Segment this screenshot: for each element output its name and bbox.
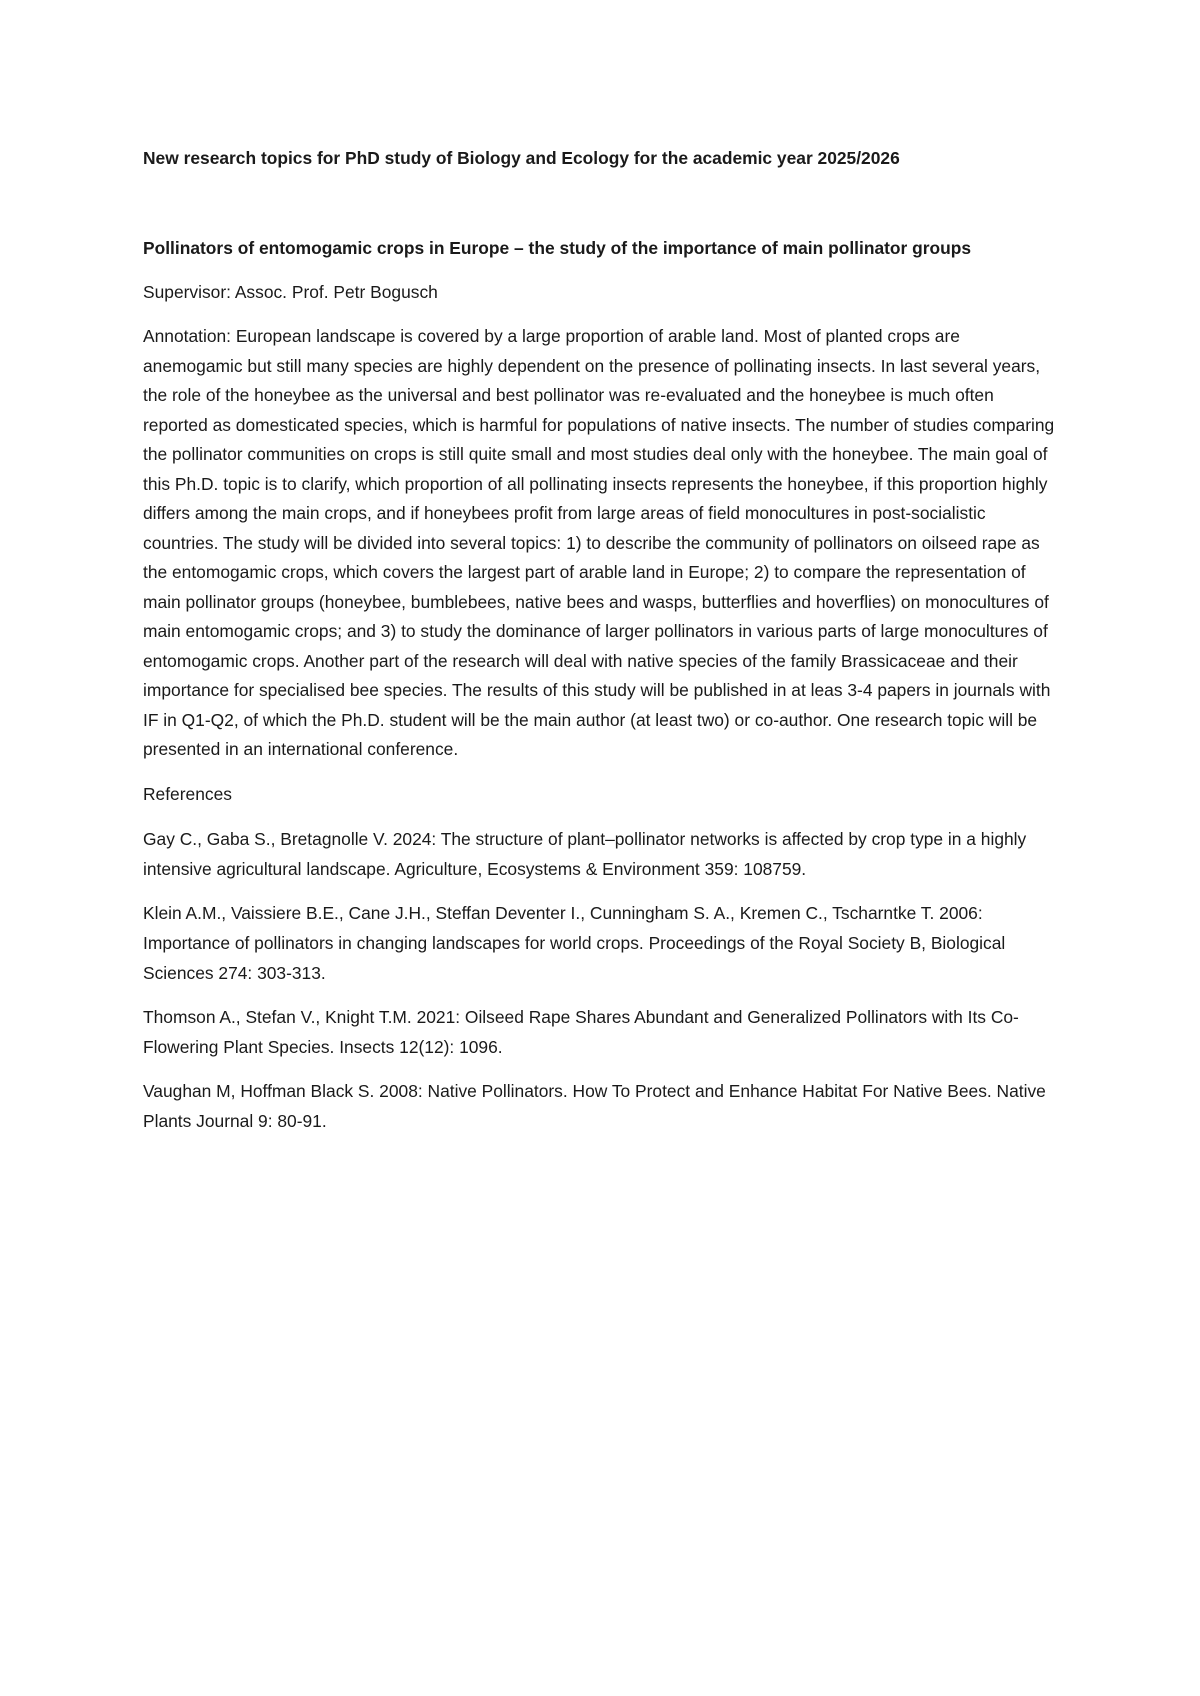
annotation-paragraph: Annotation: European landscape is covered by a large proportion of arable land. Most of planted crops are anemogamic but still many species are highly dependent on the presence of pollinating insects. In last several years, the role of the honeybee as the universal and best pollinator was re-evaluated and the honeybee is much often reported as domesticated species, which is harmful for populations of native insects. The number of studies comparing the pollinator communities on crops is still quite small and most studies deal only with the honeybee. The main goal of this Ph.D. topic is to clarify, which proportion of all pollinating insects represents the honeybee, if this proportion highly differs among the main crops, and if honeybees profit from large areas of field monocultures in post-socialistic countries. The study will be divided into several topics: 1) to describe the community of pollinators on oilseed rape as the entomogamic crops, which covers the largest part of arable land in Europe; 2) to compare the representation of main pollinator groups (honeybee, bumblebees, native bees and wasps, butterflies and hoverflies) on monocultures of main entomogamic crops; and 3) to study the dominance of larger pollinators in various parts of large monocultures of entomogamic crops. Another part of the research will deal with native species of the family Brassicaceae and their importance for specialised bee species. The results of this study will be published in at leas 3-4 papers in journals with IF in Q1-Q2, of which the Ph.D. student will be the main author (at least two) or co-author. One research topic will be presented in an international conference.: [143, 326, 1055, 759]
reference-item: Klein A.M., Vaissiere B.E., Cane J.H., Steffan Deventer I., Cunningham S. A., Kremen C., Tscharntke T. 2006: Importance of pollinators in changing landscapes for world crops. Proceedings of the Royal Society B, Biological Sciences 274: 303-313.: [143, 902, 1006, 983]
document-page: [143, 143, 1063, 1150]
supervisor-line: Supervisor: Assoc. Prof. Petr Bogusch: [143, 282, 438, 302]
reference-item: Thomson A., Stefan V., Knight T.M. 2021: Oilseed Rape Shares Abundant and Generalized Pollinators with Its Co-Flowering Plant Species. Insects 12(12): 1096.: [143, 1006, 1019, 1057]
topic-title: Pollinators of entomogamic crops in Europe – the study of the importance of main pollinator groups: [143, 238, 972, 258]
document-title: New research topics for PhD study of Biology and Ecology for the academic year 2025/2026: [143, 148, 900, 168]
references-list: [143, 824, 1063, 1136]
reference-item: Gay C., Gaba S., Bretagnolle V. 2024: The structure of plant–pollinator networks is affected by crop type in a highly intensive agricultural landscape. Agriculture, Ecosystems & Environment 359: 108759.: [143, 828, 1027, 879]
reference-item: Vaughan M, Hoffman Black S. 2008: Native Pollinators. How To Protect and Enhance Habitat For Native Bees. Native Plants Journal 9: 80-91.: [143, 1080, 1046, 1131]
references-heading: References: [143, 783, 232, 804]
